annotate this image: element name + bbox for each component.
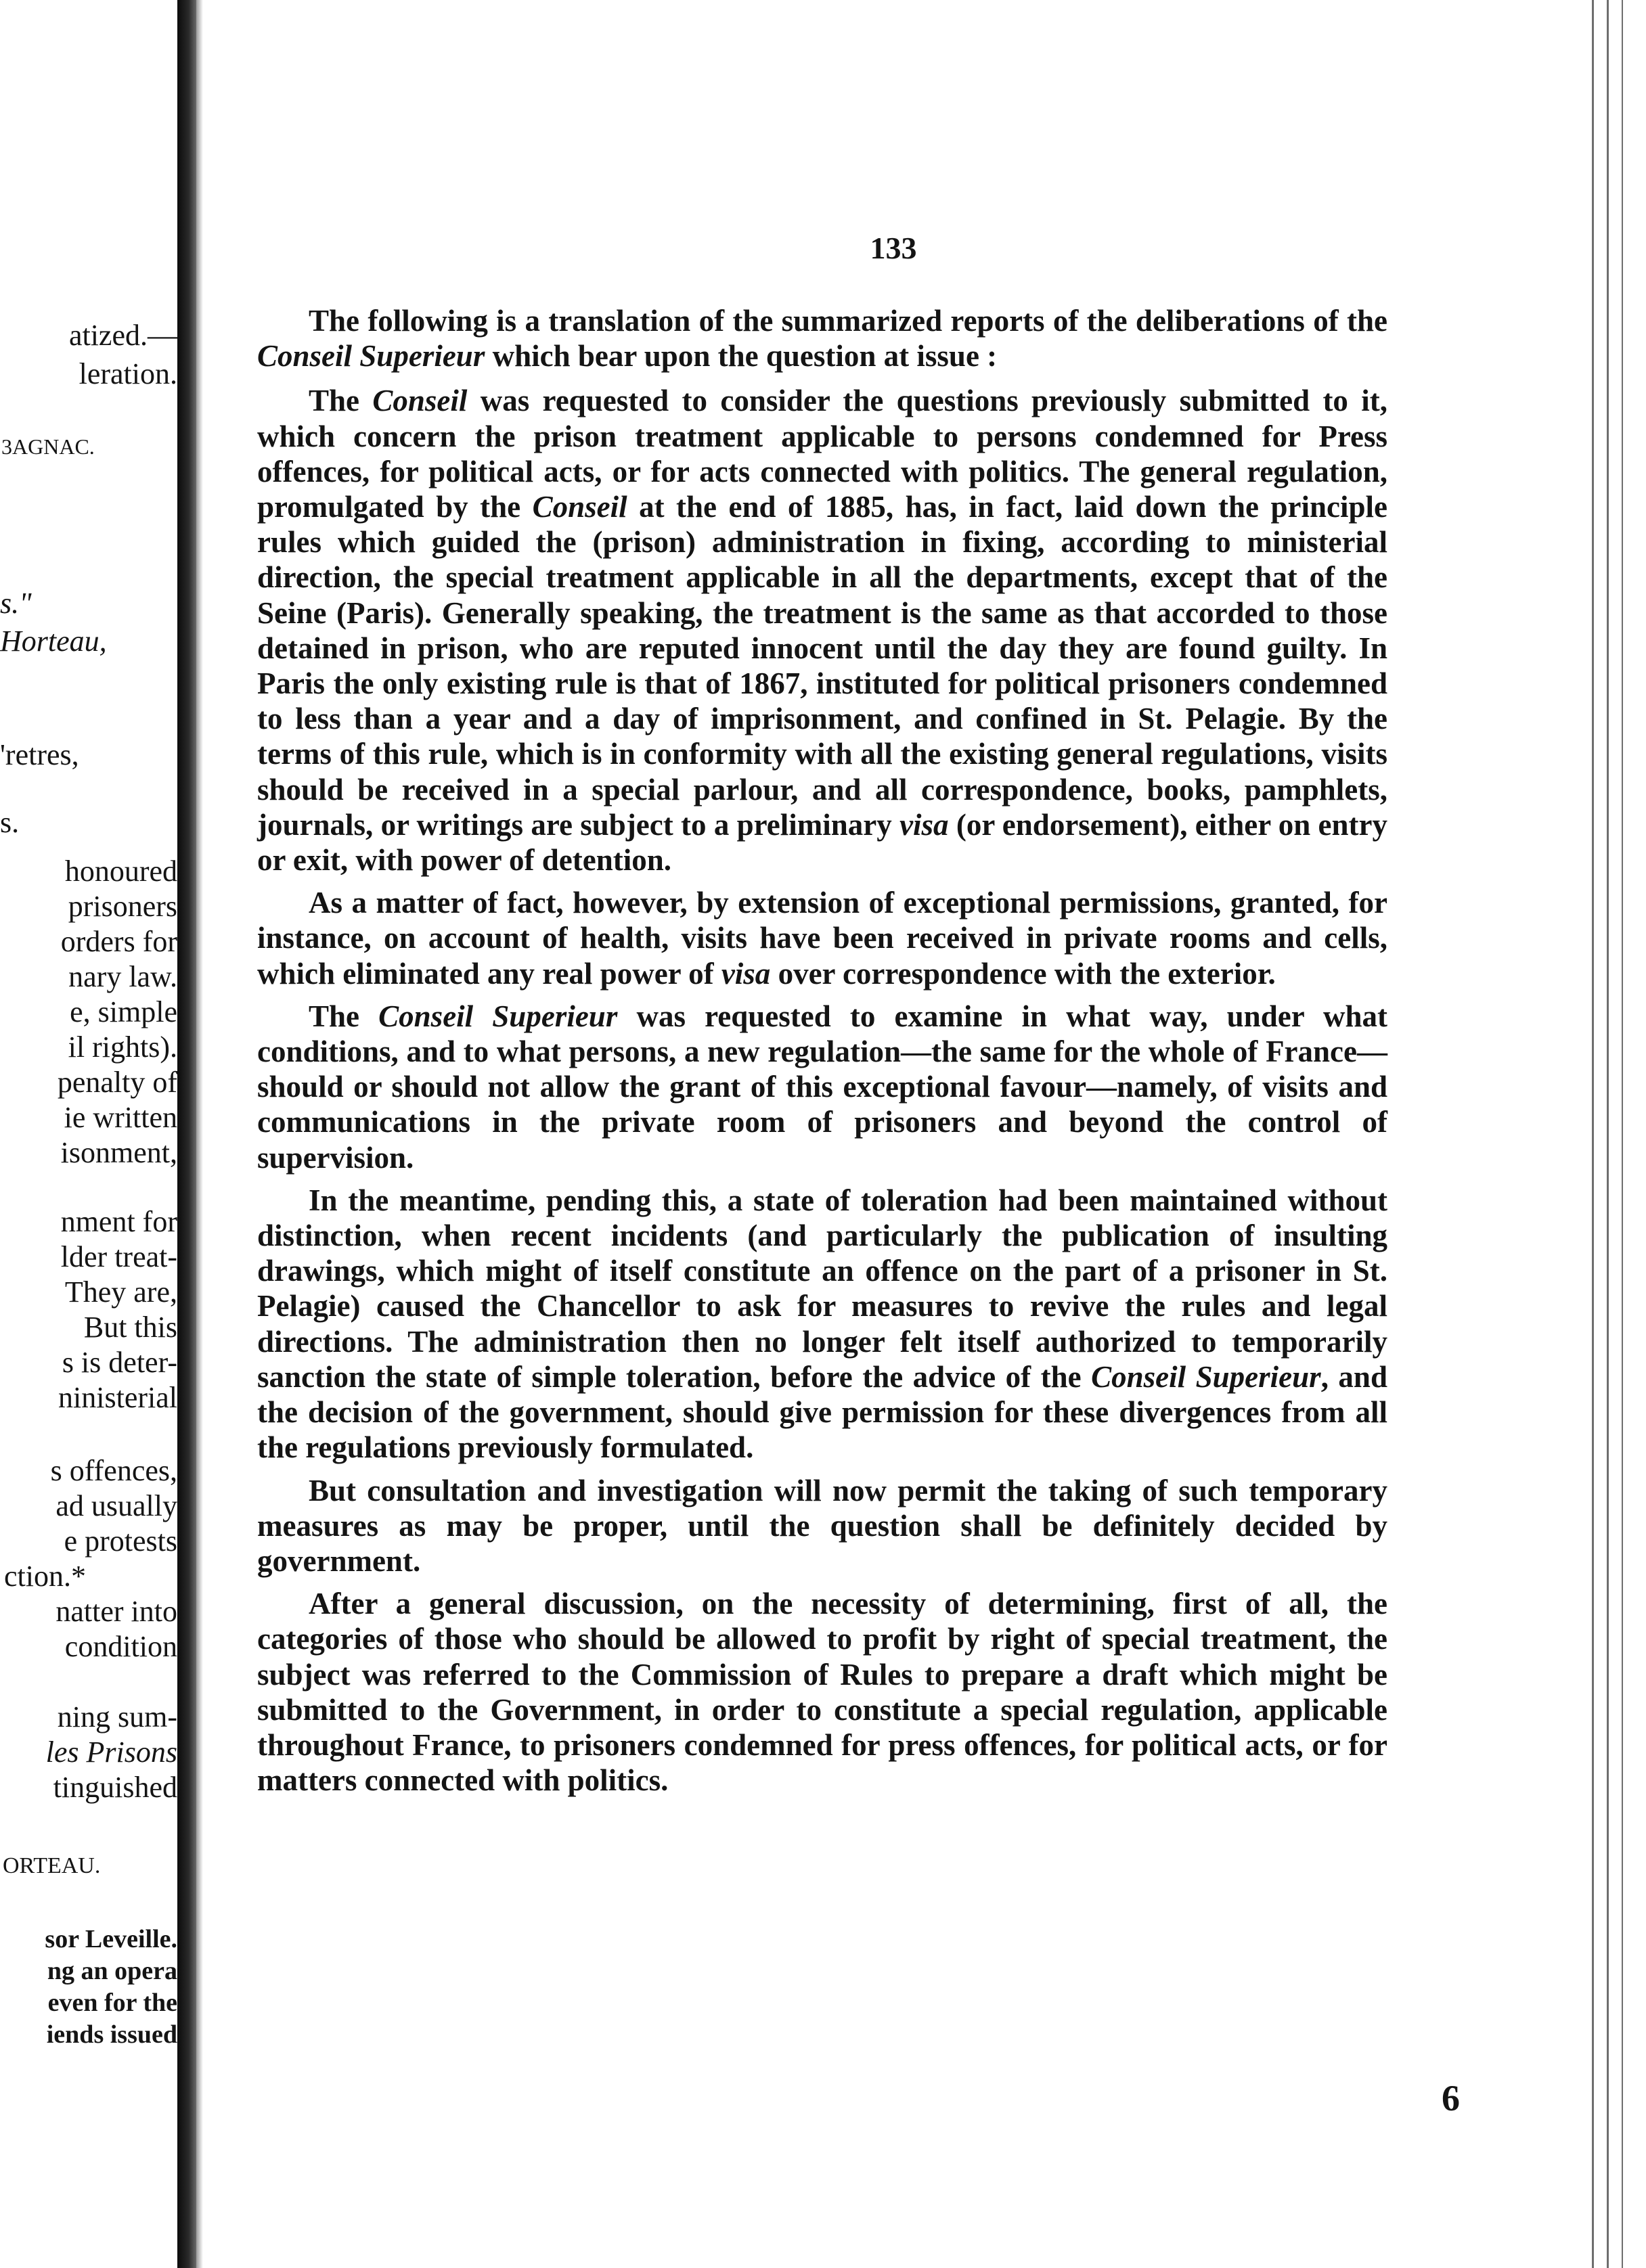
left-line: leration. xyxy=(79,357,177,390)
text-run: was requested to consider the questions previously submitted to it, which concern the prison treatment applicable to persons condemned for Press offences, for political acts, or for acts connected with politics. The general regulation, promulgated by the xyxy=(257,384,1387,524)
left-line: sor Leveille. xyxy=(45,1925,177,1953)
left-line: prisoners xyxy=(68,890,177,923)
text-run: was requested to examine in what way, under what conditions, and to what persons, a new regulation—the same for the whole of France—should or should not allow the grant of this exceptional favour—namely, of visits and communications in the private room of prisoners and beyond the control of supervision. xyxy=(257,999,1387,1175)
left-page-fragment xyxy=(0,0,181,2268)
italic-term: Conseil xyxy=(372,384,468,418)
left-line: lder treat- xyxy=(60,1240,177,1273)
left-line: even for the xyxy=(47,1989,177,2017)
signature-mark: 6 xyxy=(1442,2078,1460,2118)
left-line: 3AGNAC. xyxy=(1,434,95,459)
left-line: iends issued xyxy=(46,2020,177,2049)
left-line: ction.* xyxy=(4,1560,86,1593)
text-run: at the end of 1885, has, in fact, laid down the principle rules which guided the (prison) administration in fixing, according to ministerial direction, the special treatment applicable in all the departments, except that of the Seine (Paris). Generally speaking, the treatment is the same as that accorded to those detained in prison, who are reputed innocent until the day they are found guilty. In Paris the only existing rule is that of 1867, instituted for political prisoners condemned to less than a year and a day of imprisonment, and confined in St. Pelagie. By the terms of this rule, which is in conformity with all the existing general regulations, visits should be received in a special parlour, and all correspondence, books, pamphlets, journals, or writings are subject to a preliminary xyxy=(257,490,1387,842)
left-line: But this xyxy=(83,1311,177,1344)
left-line: ie written xyxy=(64,1101,177,1134)
page-stack-edge xyxy=(1622,0,1623,2268)
text-run: In the meantime, pending this, a state of toleration had been maintained without distinction, when recent incidents (and particularly the publication of insulting drawings, which might of itself constitute an offence on the part of a prisoner in St. Pelagie) caused the Chancellor to ask for measures to revive the rules and legal directions. The administration then no longer felt itself authorized to temporarily sanction the state of simple toleration, before the advice of the xyxy=(257,1183,1387,1394)
left-line: Horteau, xyxy=(0,625,107,658)
paragraph-new-regulation xyxy=(257,999,1387,1175)
text-run: which bear upon the question at issue : xyxy=(485,339,998,373)
italic-term: visa xyxy=(899,807,949,842)
left-line: s offences, xyxy=(50,1454,177,1487)
left-line: nary law. xyxy=(68,960,177,993)
page-number: 133 xyxy=(870,231,917,265)
left-line: il rights). xyxy=(68,1030,177,1064)
book-gutter-shadow xyxy=(177,0,196,2268)
paragraph-intro xyxy=(257,303,1387,373)
left-line: They are, xyxy=(64,1275,177,1309)
italic-term: visa xyxy=(721,956,771,991)
left-line: ad usually xyxy=(55,1489,177,1522)
left-line: isonment, xyxy=(60,1136,177,1169)
paragraph-matter-of-fact xyxy=(257,885,1387,991)
italic-term: Conseil Superieur xyxy=(257,339,485,373)
left-line: atized.— xyxy=(68,319,177,352)
page-body xyxy=(257,303,1387,1805)
italic-term: Conseil xyxy=(532,490,627,524)
text-run: After a general discussion, on the necessity of determining, first of all, the categories of those who should be allowed to profit by right of special treatment, the subject was referred to the Commission of Rules to prepare a draft which might be submitted to the Government, in order to constitute a special regulation, applicable throughout France, to prisoners condemned for press offences, for political acts, or for matters connected with politics. xyxy=(257,1587,1387,1798)
page-edge xyxy=(196,0,203,2268)
left-line: condition xyxy=(64,1630,177,1663)
italic-term: Conseil Superieur xyxy=(378,999,618,1033)
left-line: ng an opera xyxy=(47,1957,177,1985)
left-line: ORTEAU. xyxy=(3,1853,101,1878)
left-line: natter into xyxy=(55,1595,177,1628)
text-run: As a matter of fact, however, by extension of exceptional permissions, granted, for instance, on account of health, visits have been received in private rooms and cells, which eliminated any real power of xyxy=(257,886,1387,991)
text-run: The xyxy=(309,384,373,418)
left-line: penalty of xyxy=(57,1066,177,1099)
left-line: honoured xyxy=(64,855,177,888)
left-line: orders for xyxy=(60,925,177,958)
left-line: s." xyxy=(0,587,32,620)
italic-term: Conseil Superieur xyxy=(1091,1359,1321,1394)
left-line: s is deter- xyxy=(62,1346,177,1379)
text-run: (or endorsement), either on entry or exit, with power of detention. xyxy=(257,807,1387,878)
paragraph-general-discussion xyxy=(257,1586,1387,1798)
page-stack-edge xyxy=(1607,0,1609,2268)
paragraph-consultation xyxy=(257,1473,1387,1579)
left-line: tinguished xyxy=(53,1771,177,1804)
paragraph-toleration xyxy=(257,1183,1387,1466)
left-line: e, simple xyxy=(70,995,177,1028)
text-run: The xyxy=(309,999,379,1033)
left-line: s. xyxy=(0,806,20,839)
text-run: , and the decision of the government, should give permission for these divergences from all the regulations previously formulated. xyxy=(257,1359,1387,1465)
paragraph-conseil-request xyxy=(257,383,1387,878)
left-line: e protests xyxy=(64,1524,177,1558)
left-line: 'retres, xyxy=(0,738,79,771)
book-page xyxy=(203,0,1584,2268)
page-stack-edge xyxy=(1592,0,1594,2268)
left-line: les Prisons xyxy=(45,1736,177,1769)
text-run: But consultation and investigation will now permit the taking of such temporary measures as may be proper, until the question shall be definitely decided by government. xyxy=(257,1473,1387,1578)
left-line: nment for xyxy=(60,1205,177,1238)
text-run: over correspondence with the exterior. xyxy=(770,956,1276,991)
text-run: The following is a translation of the summarized reports of the deliberations of the xyxy=(309,304,1387,338)
left-line: ninisterial xyxy=(58,1381,177,1414)
left-line: ning sum- xyxy=(57,1700,177,1733)
